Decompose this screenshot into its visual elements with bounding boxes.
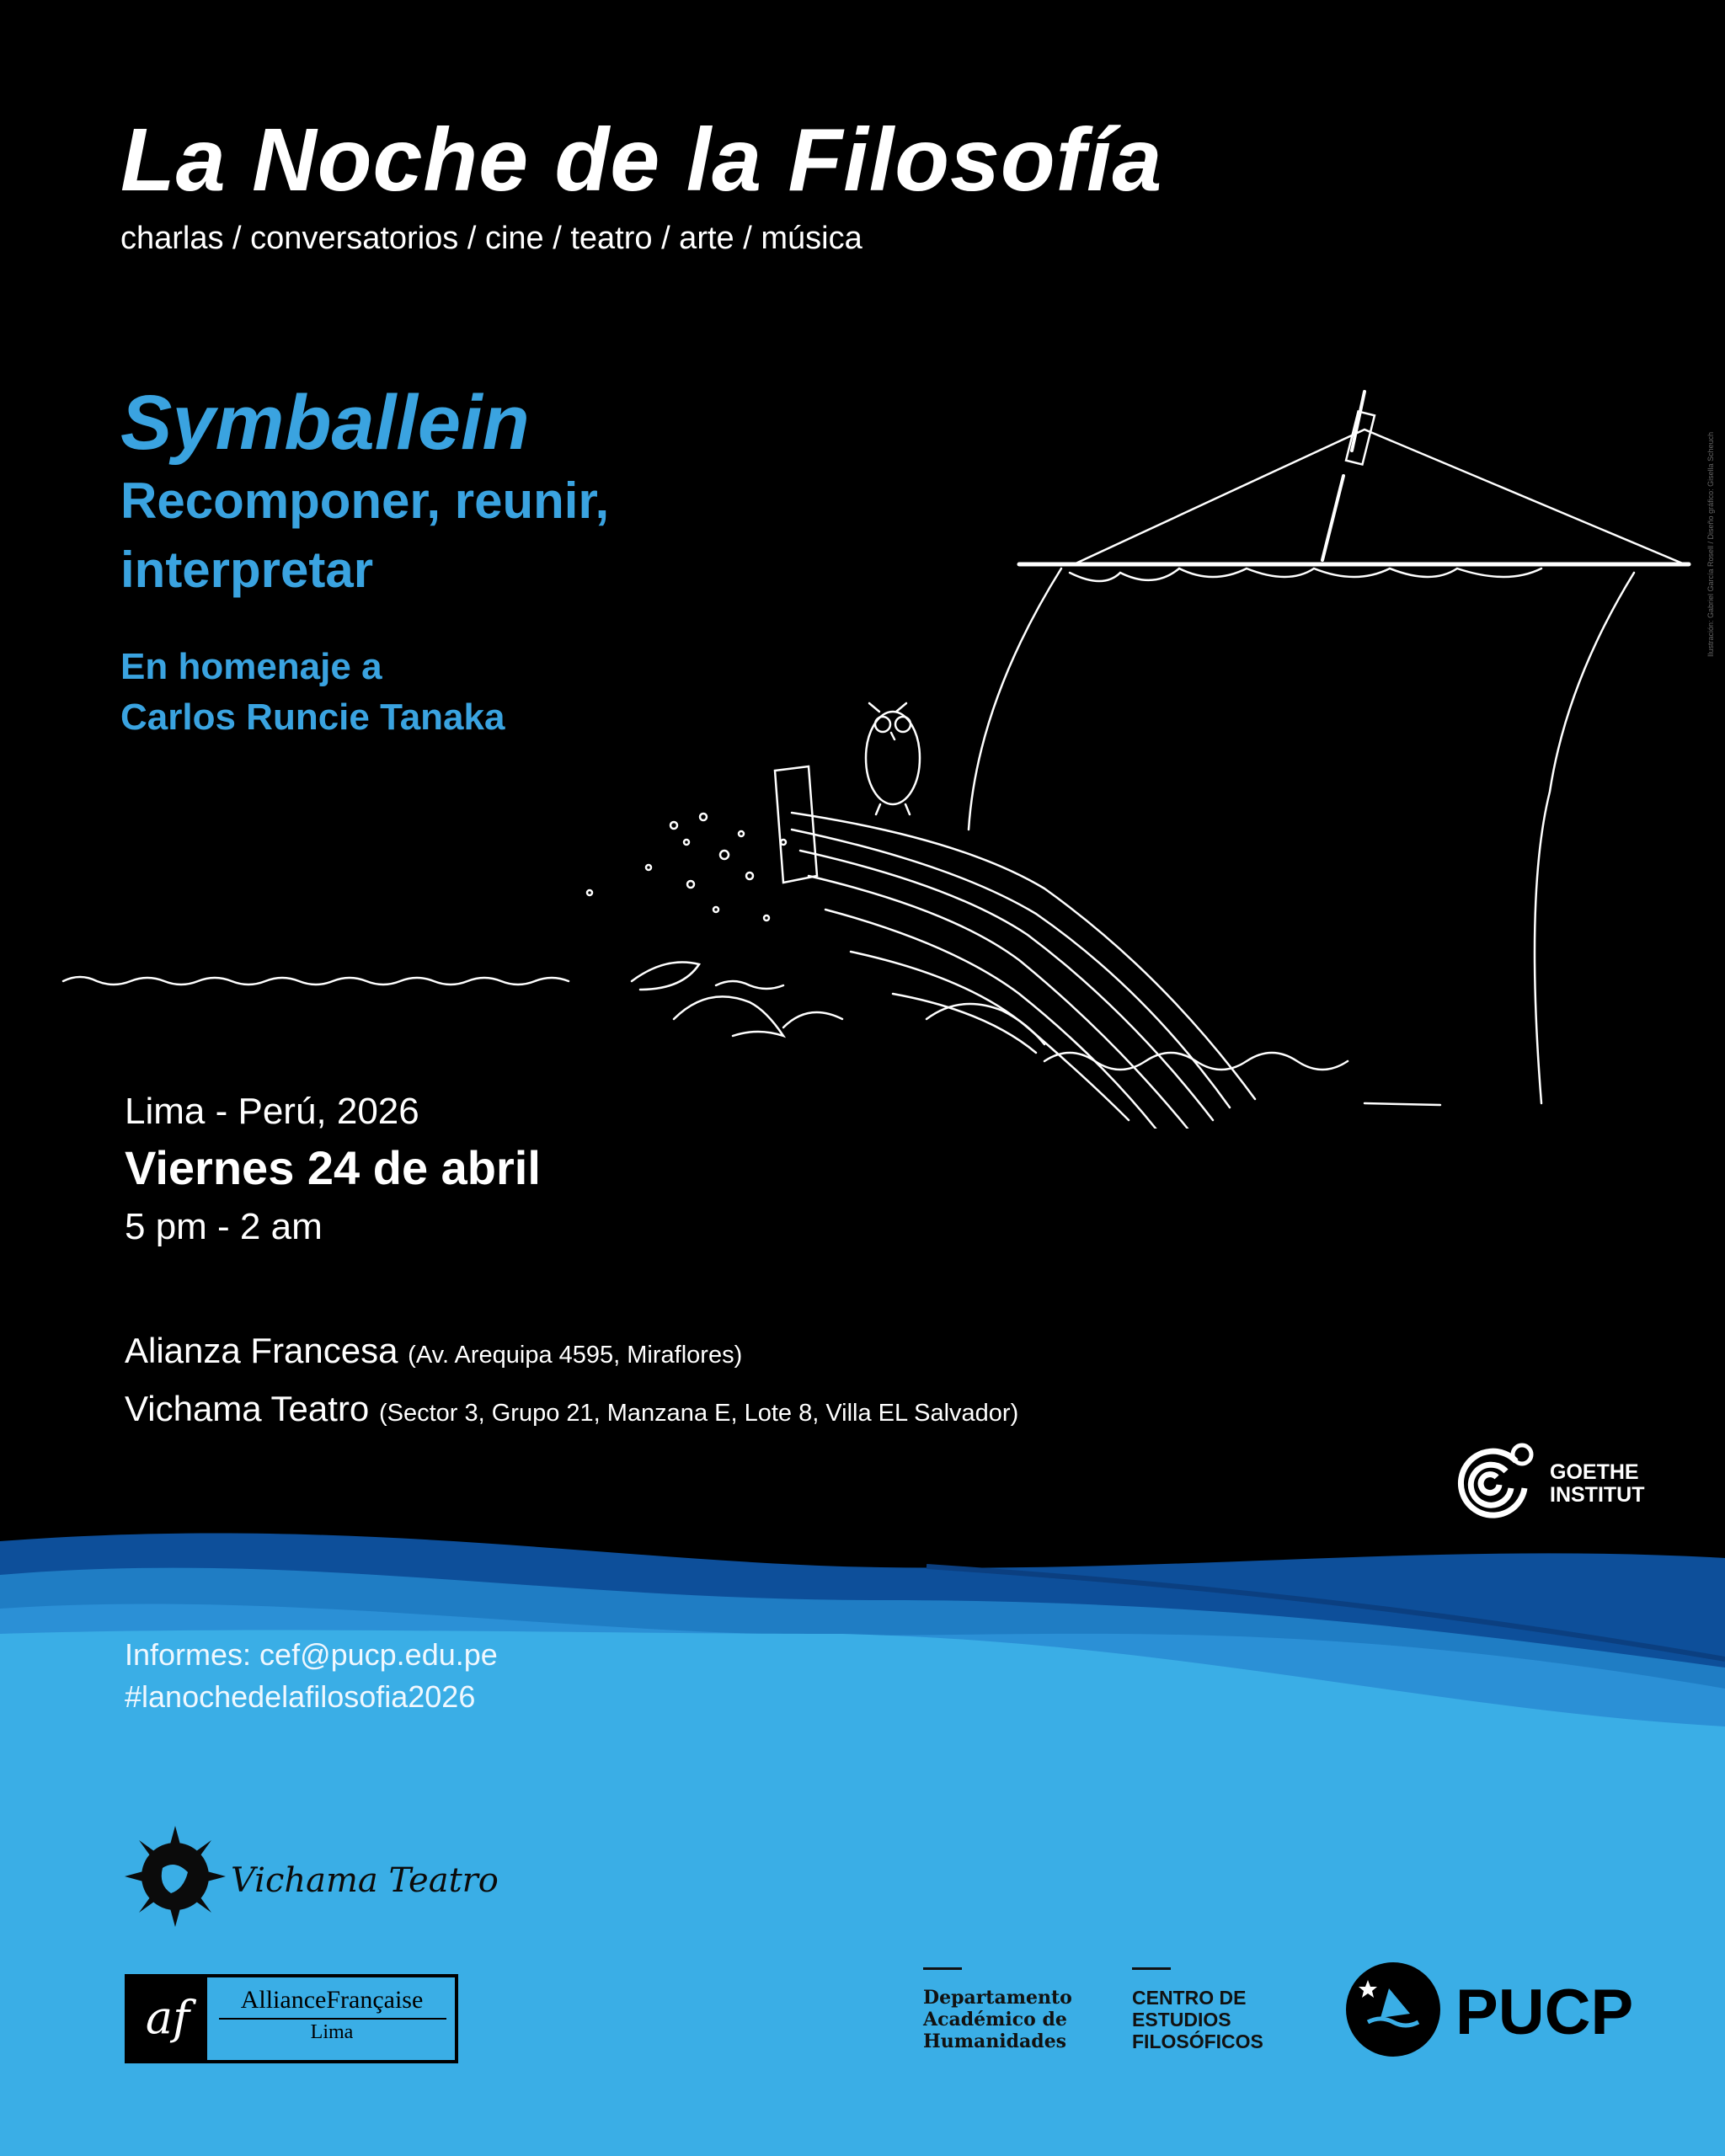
event-date: Viernes 24 de abril (125, 1141, 541, 1194)
theme-title: Symballein (120, 380, 530, 466)
centro-estudios-filosoficos-logo (1132, 1967, 1263, 2052)
venue-address: (Av. Arequipa 4595, Miraflores) (408, 1342, 743, 1369)
venue-list (125, 1324, 1018, 1440)
af-divider (219, 2018, 446, 2020)
theme-line-1: Recomponer, reunir, (120, 472, 610, 529)
divider (923, 1967, 962, 1970)
goethe-text (1550, 1461, 1645, 1507)
pucp-seal-icon (1343, 1959, 1444, 2060)
theme-line-2: interpretar (120, 542, 374, 598)
venue-name: Vichama Teatro (125, 1389, 370, 1428)
event-location: Lima - Perú, 2026 (125, 1091, 419, 1132)
goethe-line-2: INSTITUT (1550, 1483, 1645, 1507)
goethe-line-1: GOETHE (1550, 1460, 1639, 1484)
homage-line-2: Carlos Runcie Tanaka (120, 696, 505, 738)
dept-line-2: Académico de (923, 2009, 1067, 2031)
homage-line-1: En homenaje a (120, 646, 382, 687)
vichama-teatro-logo (125, 1826, 499, 1931)
vichama-text: Vichama Teatro (231, 1861, 499, 1900)
venue-name: Alianza Francesa (125, 1331, 398, 1370)
departamento-humanidades-logo (923, 1967, 1072, 2052)
af-monogram: af (128, 1977, 207, 2060)
cef-line-2: ESTUDIOS (1132, 2009, 1231, 2031)
ship-owl-illustration (51, 371, 1701, 1129)
alliance-francaise-logo (125, 1974, 458, 2063)
venue-item (125, 1324, 1018, 1382)
contact-info (125, 1634, 498, 1718)
cef-line-3: FILOSÓFICOS (1132, 2031, 1263, 2052)
event-hashtag: #lanochedelafilosofia2026 (125, 1679, 476, 1714)
event-title: La Noche de la Filosofía (120, 110, 1163, 210)
dept-line-1: Departamento (923, 1987, 1072, 2009)
af-name: AllianceFrançaise (240, 1986, 424, 2014)
cef-line-1: CENTRO DE (1132, 1987, 1247, 2009)
divider (1132, 1967, 1171, 1970)
pucp-logo (1343, 1959, 1634, 2064)
af-city: Lima (310, 2021, 354, 2043)
venue-item (125, 1382, 1018, 1440)
dept-line-3: Humanidades (923, 2031, 1067, 2052)
event-subtitle: charlas / conversatorios / cine / teatro / arte / música (120, 221, 862, 256)
event-details (125, 1086, 541, 1255)
contact-email[interactable]: Informes: cef@pucp.edu.pe (125, 1637, 498, 1672)
pucp-text: PUCP (1455, 1977, 1634, 2048)
vichama-sun-icon (125, 1826, 226, 1927)
event-time: 5 pm - 2 am (125, 1206, 323, 1247)
venue-address: (Sector 3, Grupo 21, Manzana E, Lote 8, Villa EL Salvador) (378, 1400, 1019, 1427)
illustration-credit: Ilustración: Gabriel García Rosell / Diseño gráfico: Gisella Scheuch (1706, 431, 1715, 657)
